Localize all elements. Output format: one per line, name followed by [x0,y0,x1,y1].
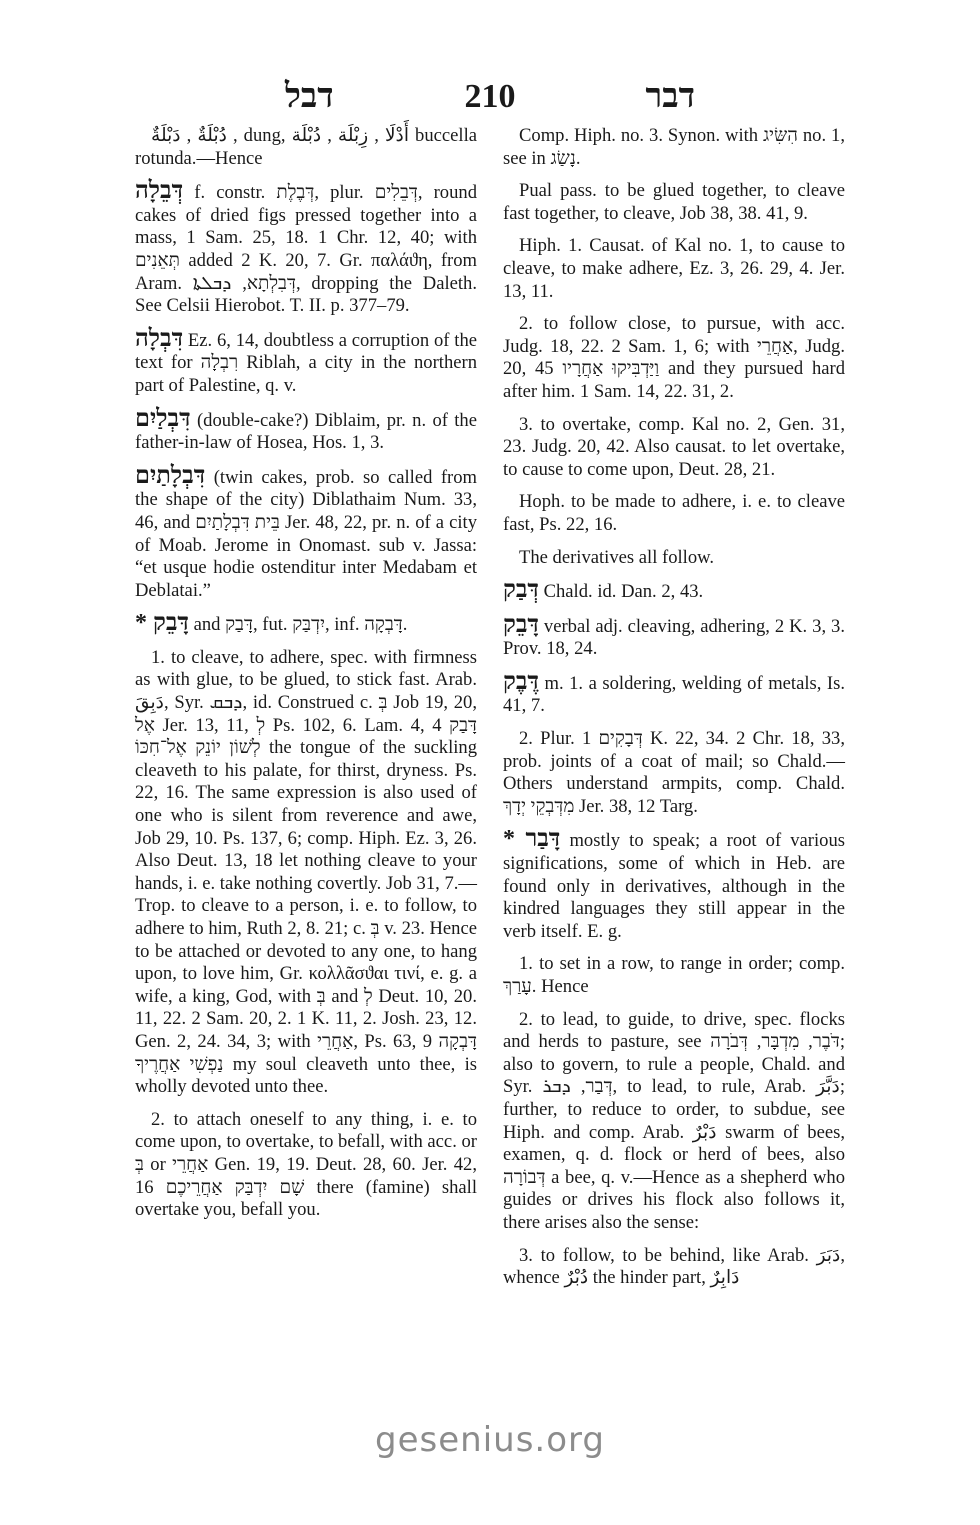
entry-text: 1. to set in a row, to range in order; comp. עָרַךְ. Hence [503,953,845,997]
entry-text: 3. to follow, to be behind, like Arab. دَبَرَ, whence دُبْرٌ the hinder part, دَابِرٌ [503,1244,845,1289]
entry-text: mostly to speak; a root of various significations, some of which in Heb. are found only in derivatives, although in the kindred languages they still appear in the verb itself. E. g. [503,830,845,942]
headword: דֶּבֶק [503,668,539,695]
dictionary-entry [503,180,845,225]
headword: דִּבְלָתַיִם [135,462,206,489]
entry-text: Ez. 6, 14, doubtless a corruption of the text for רִבְלָה Riblah, a city in the northern part of Palestine, q. v. [135,329,477,396]
entry-text: m. 1. a soldering, welding of metals, Is. 41, 7. [503,672,845,717]
dictionary-entry [503,313,845,403]
entry-text: (double-cake?) Diblaim, pr. n. of the father-in-law of Hosea, Hos. 1, 3. [135,409,477,454]
site-watermark: gesenius.org [375,1420,605,1460]
entry-text: 2. to follow close, to pursue, with acc. Judg. 18, 22. 2 Sam. 1, 6; with אַחֲרֵי, Judg. 20, 45 וַיַּדְבִּיקוּ אַחֲרָיו and they pursued hard after him. 1 Sam. 14, 22. 31, 2. [503,313,846,402]
dictionary-entry [135,647,477,1099]
entry-text: 2. to attach oneself to any thing, i. e. to come upon, to overtake, to befall, with acc. or בְּ or אַחֲרֵי Gen. 19, 19. Deut. 28, 60. Jer. 42, 16 שָׁם יִדְבַּק אַחֲרֵיכֶם there (famine) shall overtake you, befall you. [135,1108,477,1221]
header-right-word: דבר [645,78,695,115]
entry-text: 2. to lead, to guide, to drive, spec. flocks and herds to pasture, see דֹּבֶר, מִדְבָּר, דְּבֹרָה; also to govern, to rule a people, Chald. and Syr. דְּבַר, ܕܒܪ, to lead, to rule, Arab. دَبَّرَ; further, to reduce to order, to subdue, see Hiph. and comp. Arab. دَبْرٌ swarm of bees, examen, q. d. flock or herd of bees, also דְּבוֹרָה a bee, q. v.—Hence as a shepherd who guides or drives his flock also follows it, there arises also the sense: [503,1008,845,1233]
dictionary-entry [135,125,477,170]
dictionary-entry [503,235,845,303]
dictionary-entry [135,612,477,637]
dictionary-entry [503,953,845,998]
dictionary-entry [135,180,477,318]
dictionary-entry [503,491,845,536]
entry-text: Hiph. 1. Causat. of Kal no. 1, to cause to cleave, to make adhere, Ez. 3, 26. 29, 4. Jer. 13, 11. [503,235,845,302]
entry-text: 3. to overtake, comp. Kal no. 2, Gen. 31, 23. Judg. 20, 42. Also causat. to let overtake, to cause to come upon, Deut. 28, 21. [503,413,845,480]
dictionary-entry [503,579,845,604]
dictionary-entry [503,1245,845,1290]
entry-text: f. constr. דְּבֶלֶת, plur. דְּבֵלִים, round cakes of dried figs pressed together into a mass, 1 Sam. 25, 18. 1 Chr. 12, 40; with תְּאֵנִים added 2 K. 20, 7. Gr. παλάϑη, from Aram. דְּבִלְתָא, ܕܒܠܬܐ, dropping the Daleth. See Celsii Hierobot. T. II. p. 377–79. [135,182,477,317]
running-header [0,78,980,128]
headword: * דָּבֵק [135,610,189,637]
dictionary-entry [503,547,845,570]
entry-text: دُبْلَةٌ , دَبْلَةٌ , dung, أَدْلَا , زِبْلَة , دُبْلَة buccella rotunda.—Hence [135,125,477,169]
entry-text: Hoph. to be made to adhere, i. e. to cleave fast, Ps. 22, 16. [503,491,845,535]
entry-text: The derivatives all follow. [519,546,714,568]
header-left-word: דבל [285,78,334,115]
entry-text: (twin cakes, prob. so called from the shape of the city) Diblathaim Num. 33, 46, and בֵּית דִּבְלָתַיִם Jer. 48, 22, pr. n. of a city of Moab. Jerome in Onomast. sub v. Jassa: “et usque hodie ostenditur inter Medabam et Deblatai.” [135,466,477,601]
entry-text: 2. Plur. דְּבָקִים 1 K. 22, 34. 2 Chr. 18, 33, prob. joints of a coat of mail; so Chald.— Others understand armpits, comp. Chald. מִדְּבְקֵי יְדָךְ Jer. 38, 12 Targ. [503,728,845,817]
entry-text: and דָּבַק, fut. יִדְבַּק, inf. דָּבְקָה. [193,614,408,636]
page-number: 210 [464,78,516,115]
entry-text: Chald. id. Dan. 2, 43. [543,581,704,603]
entry-text: Pual pass. to be glued together, to cleave fast together, to cleave, Job 38, 38. 41, 9. [503,180,845,224]
headword: דְּבַק [503,577,539,604]
dictionary-entry [503,828,845,943]
left-column [135,125,477,1232]
entry-text: 1. to cleave, to adhere, spec. with firmness as with glue, to be glued, to stick fast. Arab. دَبِقَ, Syr. ܕܒܩ, id. Construed c. בְּ Job 19, 20, אֶל Jer. 13, 11, לְ Ps. 102, 6. Lam. 4, 4 דָּבַק לְשׁוֹן יוֹנֵק אֶל־חִכּוֹ the tongue of the suckling cleaveth to his palate, for thirst, dryness. Ps. 22, 16. The same expression is also used of one who is silent from reverence and awe, Job 29, 10. Ps. 137, 6; comp. Hiph. Ez. 3, 26. Also Deut. 13, 18 let nothing cleave to your hands, i. e. take nothing covertly. Job 31, 7.—Trop. to cleave to a person, i. e. to follow, to adhere to him, Ruth 2, 8. 21; c. בְּ v. 23. Hence to be attached or devoted to any one, to hang upon, to love him, Gr. κολλᾶσϑαι τινί, e. g. a wife, a king, God, with בְּ and לְ Deut. 10, 20. 11, 22. 2 Sam. 20, 2. 1 K. 11, 2. Josh. 23, 12. Gen. 2, 24. 34, 3; with אַחֲרֵי, Ps. 63, 9 דָּבְקָה נַפְשִׁי אַחֲרֶיךָ my soul cleaveth unto thee, is wholly devoted unto thee. [135,646,478,1098]
dictionary-entry [135,325,477,398]
dictionary-entry [503,414,845,482]
dictionary-entry [503,728,845,818]
dictionary-entry [503,668,845,718]
dictionary-entry [503,1009,845,1235]
headword: דִּבְלָה [135,325,184,352]
headword: דִּבְלַיִם [135,405,191,432]
dictionary-entry [135,462,477,603]
dictionary-entry [135,1109,477,1222]
entry-text: Comp. Hiph. no. 3. Synon. with הִשִּׂיג no. 1, see in נָשַׂג. [503,125,845,169]
headword: * דָּבַר [503,826,561,853]
headword: דְּבֵלָה [135,178,184,205]
dictionary-entry [135,405,477,455]
dictionary-entry [503,125,845,170]
right-column [503,125,845,1300]
dictionary-entry [503,611,845,661]
headword: דָּבֵק [503,611,539,638]
entry-text: verbal adj. cleaving, adhering, 2 K. 3, 3. Prov. 18, 24. [503,615,845,660]
